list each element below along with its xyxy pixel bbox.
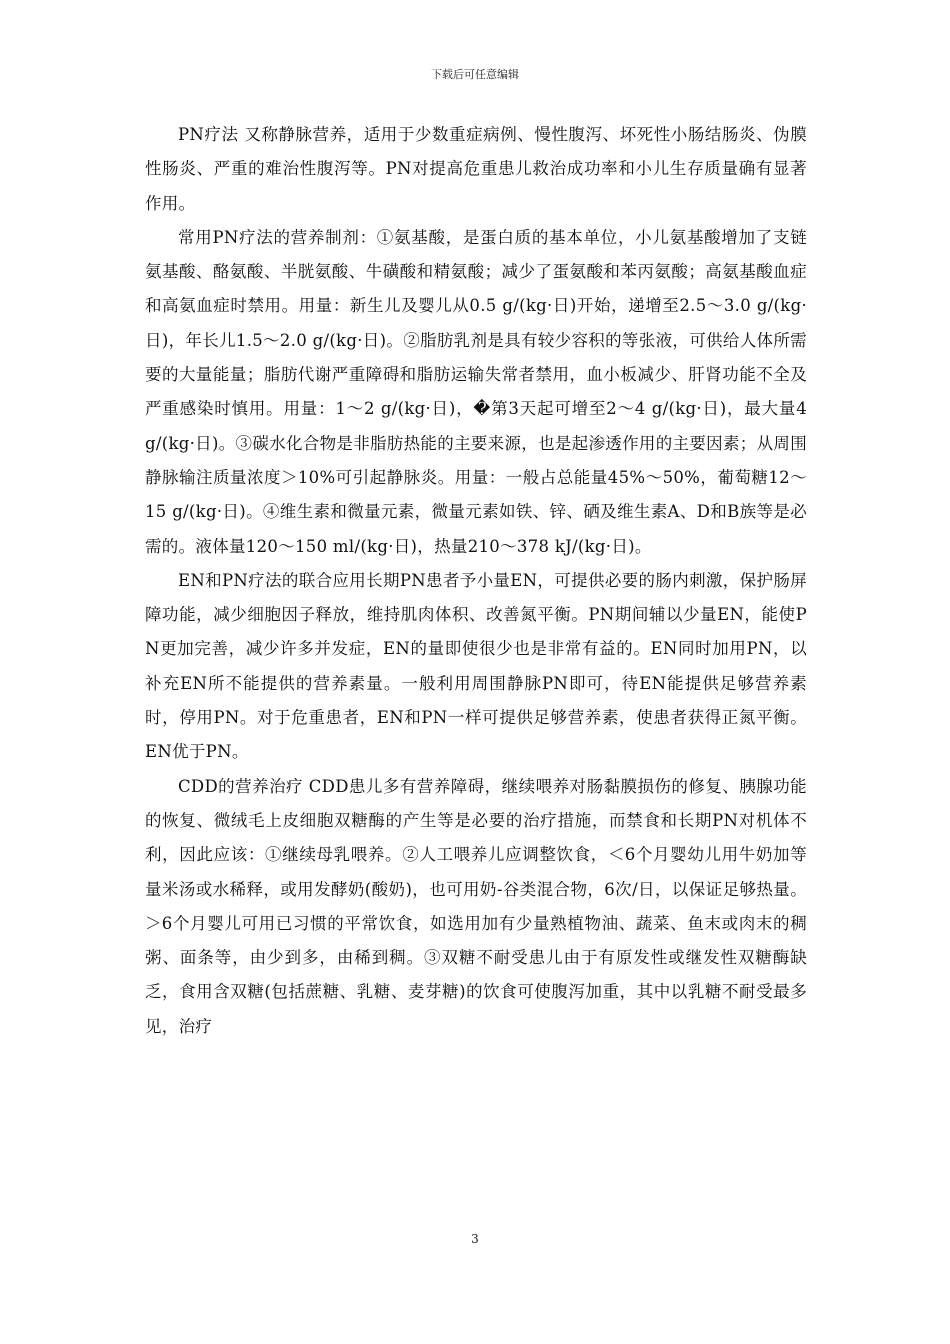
paragraph-en-pn-combined: EN和PN疗法的联合应用长期PN患者予小量EN，可提供必要的肠内刺激，保护肠屏障功能，减少细胞因子释放，维持肌肉体积、改善氮平衡。PN期间辅以少量EN，能使PN更加完善，减少许多并发症，EN的量即使很少也是非常有益的。EN同时加用PN，以补充EN所不能提供的营养素量。一般利用周围静脉PN即可，待EN能提供足够营养素时，停用PN。对于危重患者，EN和PN一样可提供足够营养素，使患者获得正氮平衡。EN优于PN。 — [145, 570, 807, 762]
paragraph-pn-therapy: PN疗法 又称静脉营养，适用于少数重症病例、慢性腹泻、坏死性小肠结肠炎、伪膜性肠炎、严重的难治性腹泻等。PN对提高危重患儿救治成功率和小儿生存质量确有显著作用。 — [145, 125, 807, 213]
paragraph-pn-nutrients: 常用PN疗法的营养制剂：①氨基酸，是蛋白质的基本单位，小儿氨基酸增加了支链氨基酸、酪氨酸、半胱氨酸、牛磺酸和精氨酸；减少了蛋氨酸和苯丙氨酸；高氨基酸血症和高氨血症时禁用。用量：新生儿及婴儿从0.5 g/(kg·日)开始，递增至2.5～3.0 g/(kg·日)，年长儿1.5～2.0 g/(kg·日)。②脂肪乳剂是具有较少容积的等张液，可供给人体所需要的大量能量；脂肪代谢严重障碍和脂肪运输失常者禁用，血小板减少、肝肾功能不全及严重感染时慎用。用量：1～2 g/(kg·日)，�第3天起可增至2～4 g/(kg·日)，最大量4 g/(kg·日)。③碳水化合物是非脂肪热能的主要来源，也是起渗透作用的主要因素；从周围静脉输注质量浓度＞10%可引起静脉炎。用量：一般占总能量45%～50%，葡萄糖12～15 g/(kg·日)。④维生素和微量元素，微量元素如铁、锌、硒及维生素A、D和B族等是必需的。液体量120～150 ml/(kg·日)，热量210～378 kJ/(kg·日)。 — [145, 227, 807, 556]
document-body — [145, 118, 807, 1044]
paragraph-cdd-nutrition: CDD的营养治疗 CDD患儿多有营养障碍，继续喂养对肠黏膜损伤的修复、胰腺功能的恢复、微绒毛上皮细胞双糖酶的产生等是必要的治疗措施，而禁食和长期PN对机体不利，因此应该：①继续母乳喂养。②人工喂养儿应调整饮食，＜6个月婴幼儿用牛奶加等量米汤或水稀释，或用发酵奶(酸奶)，也可用奶-谷类混合物，6次/日，以保证足够热量。＞6个月婴儿可用已习惯的平常饮食，如选用加有少量熟植物油、蔬菜、鱼末或肉末的稠粥、面条等，由少到多，由稀到稠。③双糖不耐受患儿由于有原发性或继发性双糖酶缺乏，食用含双糖(包括蔗糖、乳糖、麦芽糖)的饮食可使腹泻加重，其中以乳糖不耐受最多见，治疗 — [145, 776, 807, 1036]
page-header: 下载后可任意编辑 — [431, 68, 519, 81]
page-number: 3 — [471, 1232, 479, 1246]
